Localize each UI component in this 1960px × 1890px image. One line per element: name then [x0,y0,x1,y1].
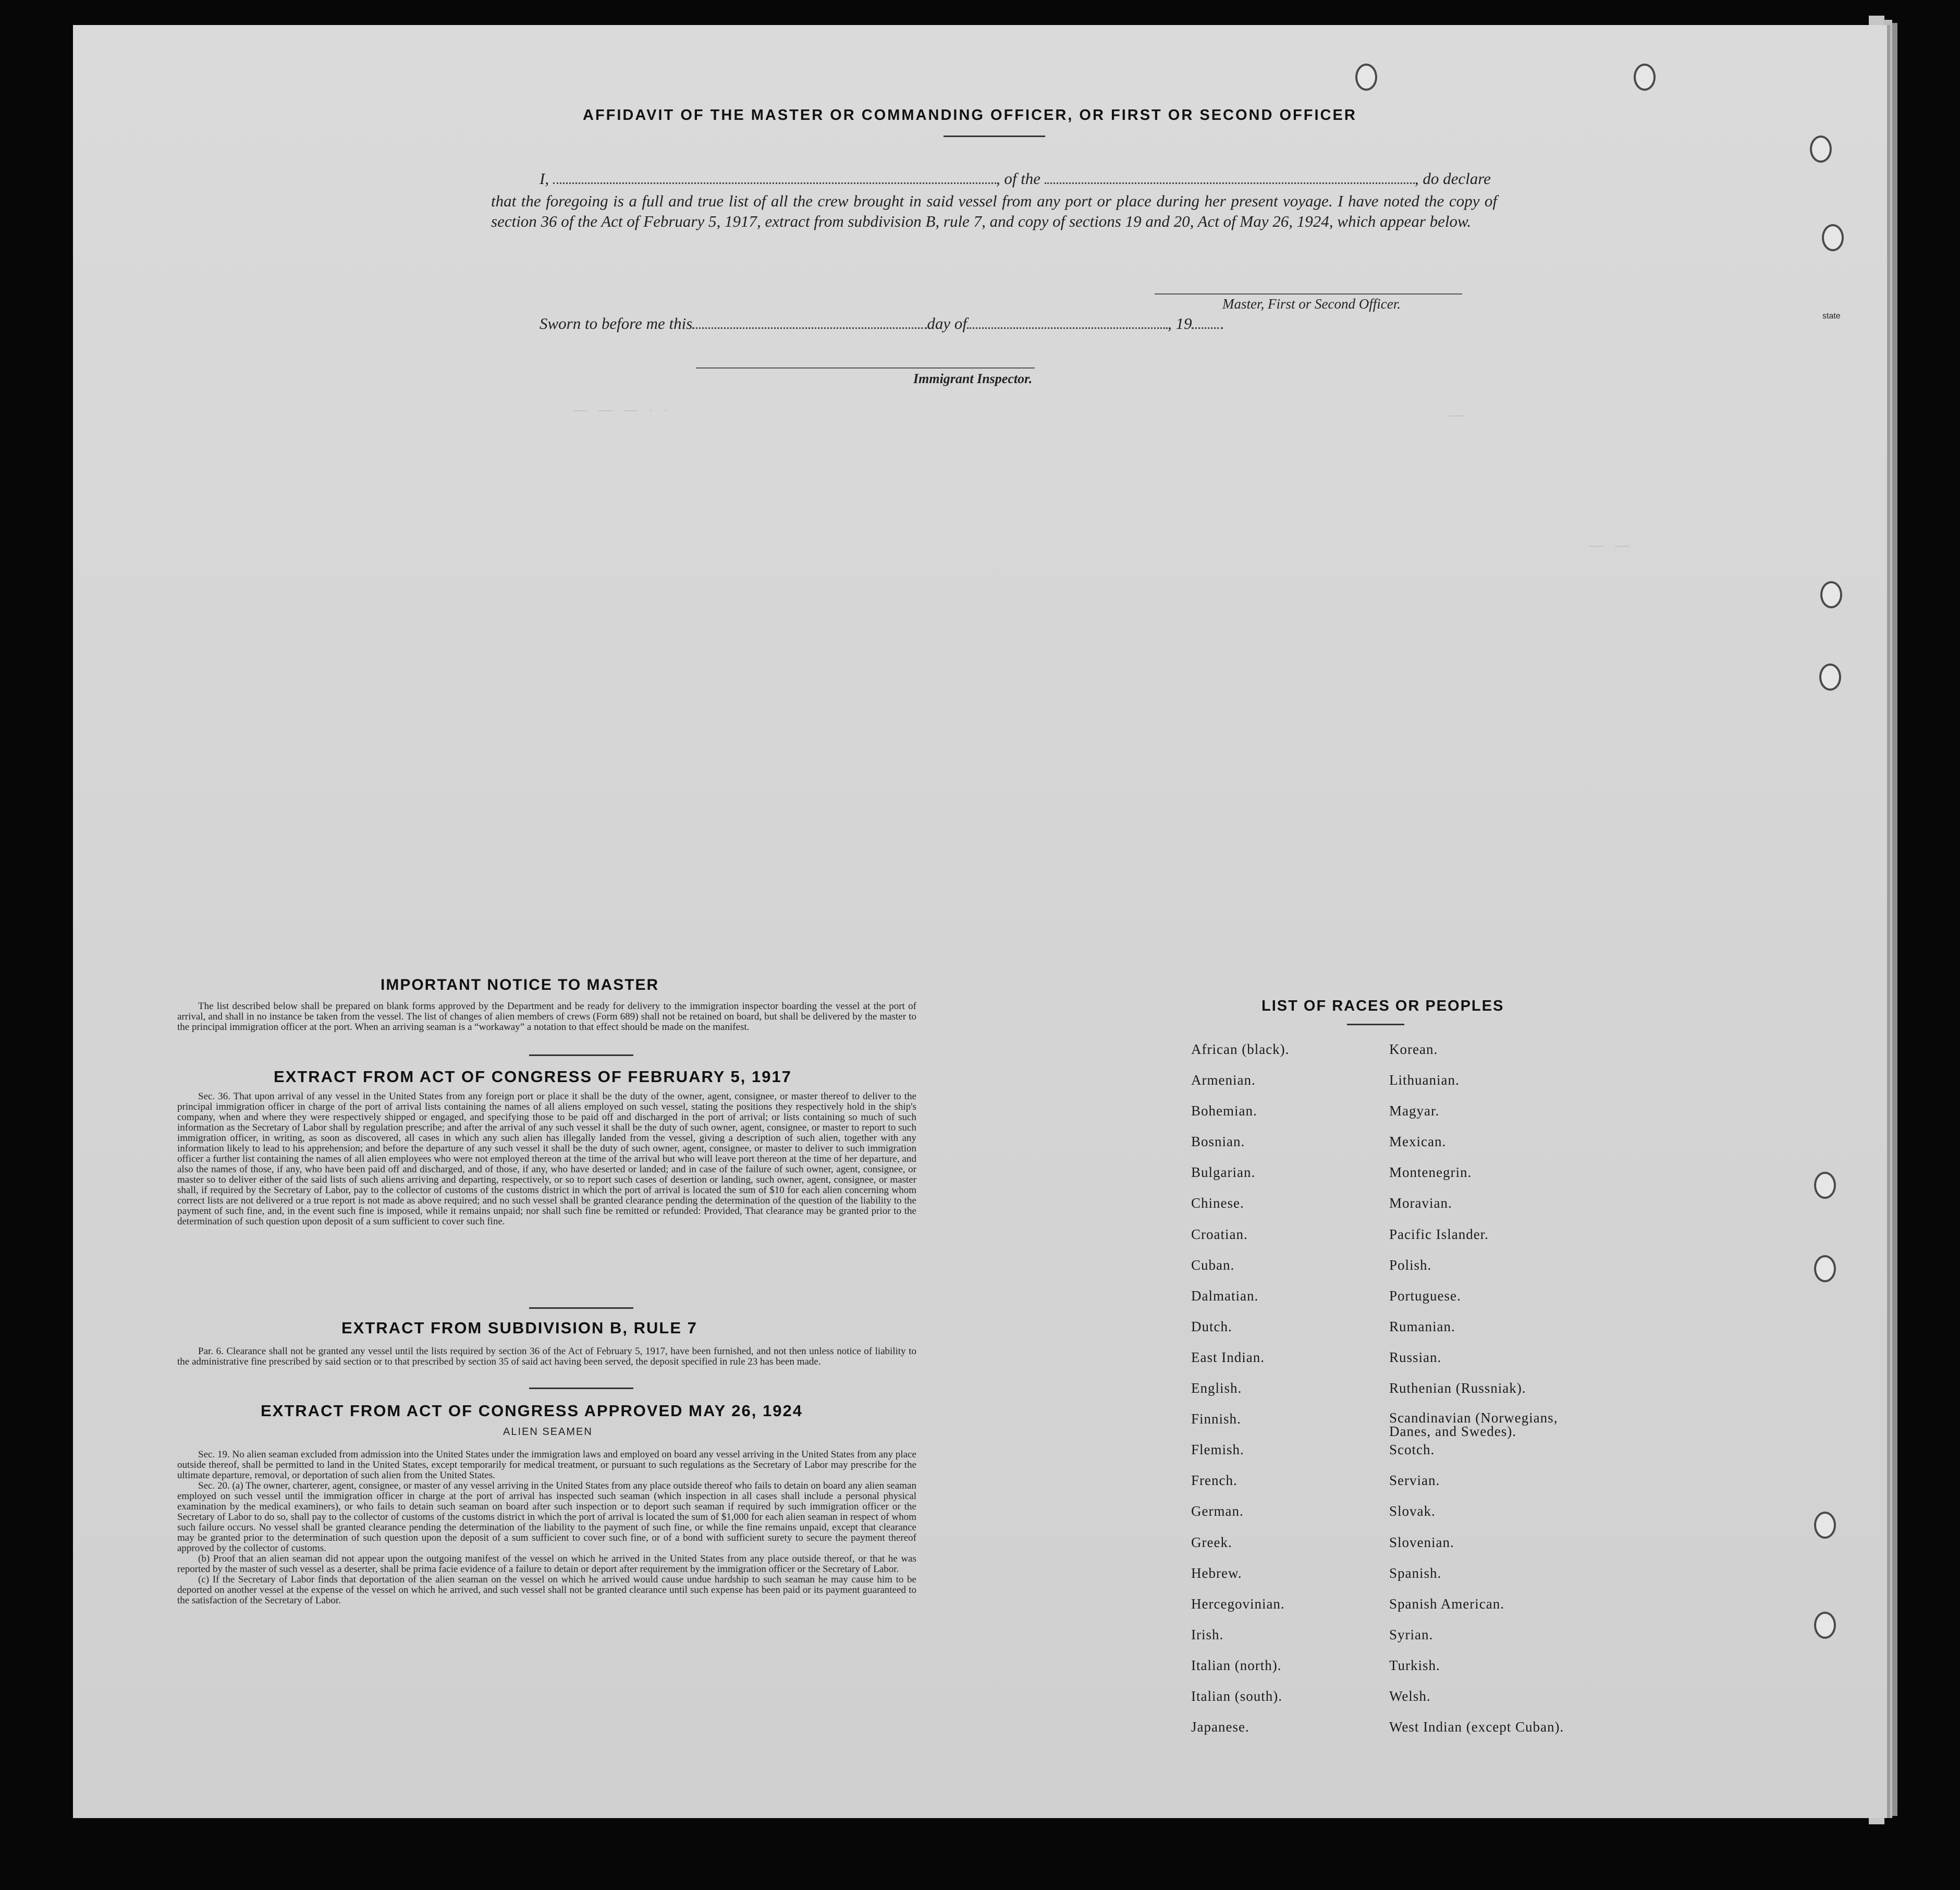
race-item: Slovak. [1389,1503,1436,1519]
punch-hole [1814,1172,1836,1199]
punch-hole [1810,136,1832,163]
race-item: Scotch. [1389,1442,1435,1458]
section-20b: (b) Proof that an alien seaman did not appear upon the outgoing manifest of the vessel on which he arrived in the United States from any place outside thereof, or that he was reported by the master of such vessel as a deserter, shall be prima facie evidence of a failure to detain or deport after requirement by the immigration officer or the Secretary of Labor. [177,1553,916,1575]
section-rule [529,1307,633,1309]
race-item: Rumanian. [1389,1318,1455,1334]
margin-stamp: state [1822,312,1841,321]
punch-hole [1814,1612,1836,1639]
race-item: Welsh. [1389,1688,1431,1704]
races-title: LIST OF RACES OR PEOPLES [1261,998,1504,1014]
punch-hole [1814,1255,1836,1282]
master-signature-caption: Master, First or Second Officer. [1222,296,1401,312]
race-item: German. [1191,1503,1244,1519]
race-item: Magyar. [1389,1103,1440,1119]
bleed-through-mark: — — [1590,537,1633,553]
race-item: Irish. [1191,1626,1224,1642]
section-rule [529,1054,633,1056]
race-item: Pacific Islander. [1389,1226,1489,1242]
subdivision-b-title: EXTRACT FROM SUBDIVISION B, RULE 7 [341,1319,697,1337]
races-right-column [1389,1041,1598,1750]
race-item: Cuban. [1191,1257,1235,1273]
race-item: Turkish. [1389,1657,1440,1673]
race-item: Dalmatian. [1191,1287,1259,1304]
race-item: Moravian. [1389,1195,1452,1211]
race-item: Italian (south). [1191,1688,1282,1704]
affidavit-title: AFFIDAVIT OF THE MASTER OR COMMANDING OFFICER, OR FIRST OR SECOND OFFICER [583,107,1357,124]
inspector-signature-line[interactable] [696,367,1035,369]
race-item: Mexican. [1389,1134,1447,1150]
notice-title: IMPORTANT NOTICE TO MASTER [381,976,659,993]
extract-1917-text: Sec. 36. That upon arrival of any vessel in the United States from any foreign port or place it shall be the duty of the owner, agent, consignee, or master thereof to deliver to the principal immigration officer in charge of the port of arrival lists containing the names of all aliens employed on such vessel, stating the positions they respectively hold in the ship's company, when and where they were respectively shipped or engaged, and specifying those to be paid off and discharged in the port of arrival; or lists containing so much of such information as the Secretary of Labor shall by regulation prescribe; and after the arrival of any such vessel it shall be the duty of such owner, agent, consignee, or master to report to such immigration officer, in writing, as soon as discovered, all cases in which any such alien has illegally landed from the vessel, giving a description of such alien, together with any information likely to lead to his apprehension; and before the departure of any such vessel it shall be the duty of such owner, agent, consignee, or master to deliver to such immigration officer a further list containing the names of all alien employees who were not employed thereon at the time of the arrival but who will leave port thereon at the time of her departure, and also the names of those, if any, who have been paid off and discharged, and of those, if any, who have deserted or landed; and in case of the failure of such owner, agent, consignee, or master so to deliver either of the said lists of such aliens arriving and departing, respectively, or so to report such cases of desertion or landing, such owner, agent, consignee, or master shall, if required by the Secretary of Labor, pay to the collector of customs of the customs district in which the port of arrival is located the sum of $10 for each alien concerning whom correct lists are not delivered or a true report is not made as above required; and no such vessel shall be granted clearance pending the determination of the question of the liability to the payment of such fine, and, in the event such fine is imposed, while it remains unpaid; nor shall such fine be remitted or refunded: Provided, That clearance may be granted prior to the determination of such question upon deposit of a sum sufficient to cover such fine. [177,1091,916,1227]
race-item: Ruthenian (Russniak). [1389,1380,1526,1396]
sworn-day-field[interactable] [692,327,927,329]
race-item: Hercegovinian. [1191,1596,1285,1612]
master-signature-line[interactable] [1155,293,1462,294]
name-field[interactable] [553,182,996,184]
races-title-rule [1347,1024,1404,1025]
race-item: Dutch. [1191,1318,1232,1334]
race-item: African (black). [1191,1041,1290,1057]
notice-text: The list described below shall be prepared on blank forms approved by the Department and be ready for delivery to the immigration inspector boarding the vessel at the port of arrival, and shall in no instance be taken from the vessel. The list of changes of alien members of crews (Form 689) shall not be retained on board, but shall be delivered by the master to the principal immigration officer at the port. When an arriving seaman is a “workaway” a notation to that effect should be made on the manifest. [177,1001,916,1033]
punch-hole [1819,664,1841,691]
race-item: Japanese. [1191,1719,1250,1735]
sworn-day-of: day of [927,314,967,333]
extract-1924-title: EXTRACT FROM ACT OF CONGRESS APPROVED MAY 26, 1924 [261,1402,803,1420]
affidavit-declaration-line [540,169,1496,188]
extract-1924-text [177,1450,916,1606]
punch-hole [1814,1512,1836,1539]
affidavit-declare: , do declare [1414,169,1491,188]
punch-hole [1820,581,1842,608]
punch-hole [1634,64,1656,91]
race-item: Russian. [1389,1349,1442,1365]
race-item: Portuguese. [1389,1287,1461,1304]
race-item: Armenian. [1191,1072,1256,1088]
sworn-text: Sworn to before me this [540,314,693,333]
section-19: Sec. 19. No alien seaman excluded from admission into the United States under the immigration laws and employed on board any vessel arriving in the United States from any place outside thereof, shall be permitted to land in the United States, except temporarily for medical treatment, or pursuant to such regulations as the Secretary of Labor may prescribe for the ultimate departure, removal, or deportation of such alien from the United States. [177,1449,916,1481]
bleed-through-mark: — [1449,407,1467,423]
race-item: Bosnian. [1191,1134,1245,1150]
title-rule [944,136,1045,137]
race-item: Korean. [1389,1041,1438,1057]
sworn-line [540,314,1223,333]
race-item: Greek. [1191,1534,1232,1550]
subdivision-b-text: Par. 6. Clearance shall not be granted any vessel until the lists required by section 36 of the Act of February 5, 1917, have been furnished, and not then unless notice of liability to the administrative fine prescribed by said section or to that prescribed by section 35 of said act having been served, the deposit specified in rule 23 has been made. [177,1346,916,1367]
vessel-field[interactable] [1045,182,1415,184]
race-item: West Indian (except Cuban). [1389,1719,1564,1735]
race-item: Spanish. [1389,1565,1442,1581]
race-item: Flemish. [1191,1442,1244,1458]
section-20c: (c) If the Secretary of Labor finds that deportation of the alien seaman on the vessel on which he arrived would cause undue hardship to such seaman he may cause him to be deported on another vessel at the expense of the vessel on which he arrived, and such vessel shall not be granted clearance until such expense has been paid or its payment guaranteed to the satisfaction of the Secretary of Labor. [177,1574,916,1606]
affidavit-of-the: , of the [996,169,1041,188]
section-20a: Sec. 20. (a) The owner, charterer, agent, consignee, or master of any vessel arriving in the United States from any place outside thereof who fails to detain on board any alien seaman employed on such vessel until the immigration officer in charge at the port of arrival has inspected such seaman (which inspection in all cases shall include a personal physical examination by the medical examiners), or who fails to detain such seaman on board after such inspection or to deport such seaman if required by such immigration officer or the Secretary of Labor to do so, shall pay to the collector of customs of the customs district in which the port of arrival is located the sum of $1,000 for each alien seaman in respect of whom such failure occurs. No vessel shall be granted clearance pending the determination of the liability to the payment of such fine, or while the fine remains unpaid, except that clearance may be granted prior to the determination of such question upon the deposit of a sum sufficient to cover such fine, or of a bond with sufficient surety to secure the payment thereof approved by the collector of customs. [177,1480,916,1554]
race-item: Hebrew. [1191,1565,1242,1581]
affidavit-body: that the foregoing is a full and true list of all the crew brought in said vessel from any port or place during her present voyage. I have noted the copy of section 36 of the Act of February 5, 1917, extract from subdivision B, rule 7, and copy of sections 19 and 20, Act of May 26, 1924, which appear below. [491,192,1497,230]
sworn-year: , 19 [1167,314,1192,333]
inspector-caption: Immigrant Inspector. [913,371,1033,386]
punch-hole [1822,224,1844,251]
race-item: Italian (north). [1191,1657,1282,1673]
race-item: Finnish. [1191,1411,1241,1427]
race-item: East Indian. [1191,1349,1265,1365]
race-item: Scandinavian (Norwegians, Danes, and Swedes). [1389,1410,1558,1440]
sworn-month-field[interactable] [967,327,1168,329]
alien-seamen-subtitle: ALIEN SEAMEN [503,1426,593,1438]
race-item: Spanish American. [1389,1596,1504,1612]
race-item: Bohemian. [1191,1103,1257,1119]
affidavit-i: I, [540,169,549,188]
sworn-year-field[interactable] [1192,327,1223,329]
race-item: English. [1191,1380,1242,1396]
race-item: Servian. [1389,1472,1440,1489]
race-item: Croatian. [1191,1226,1248,1242]
race-item: Syrian. [1389,1626,1434,1642]
extract-1917-title: EXTRACT FROM ACT OF CONGRESS OF FEBRUARY 5, 1917 [274,1067,792,1086]
punch-hole [1355,64,1377,91]
races-left-column [1191,1041,1289,1750]
race-item: Polish. [1389,1257,1432,1273]
race-item: Bulgarian. [1191,1164,1256,1181]
race-item: Chinese. [1191,1195,1244,1211]
bleed-through-mark: — — — · · [573,401,671,418]
race-item: Slovenian. [1389,1534,1454,1550]
section-rule [529,1388,633,1389]
race-item: Lithuanian. [1389,1072,1460,1088]
race-item: Montenegrin. [1389,1164,1472,1181]
race-item: French. [1191,1472,1238,1489]
